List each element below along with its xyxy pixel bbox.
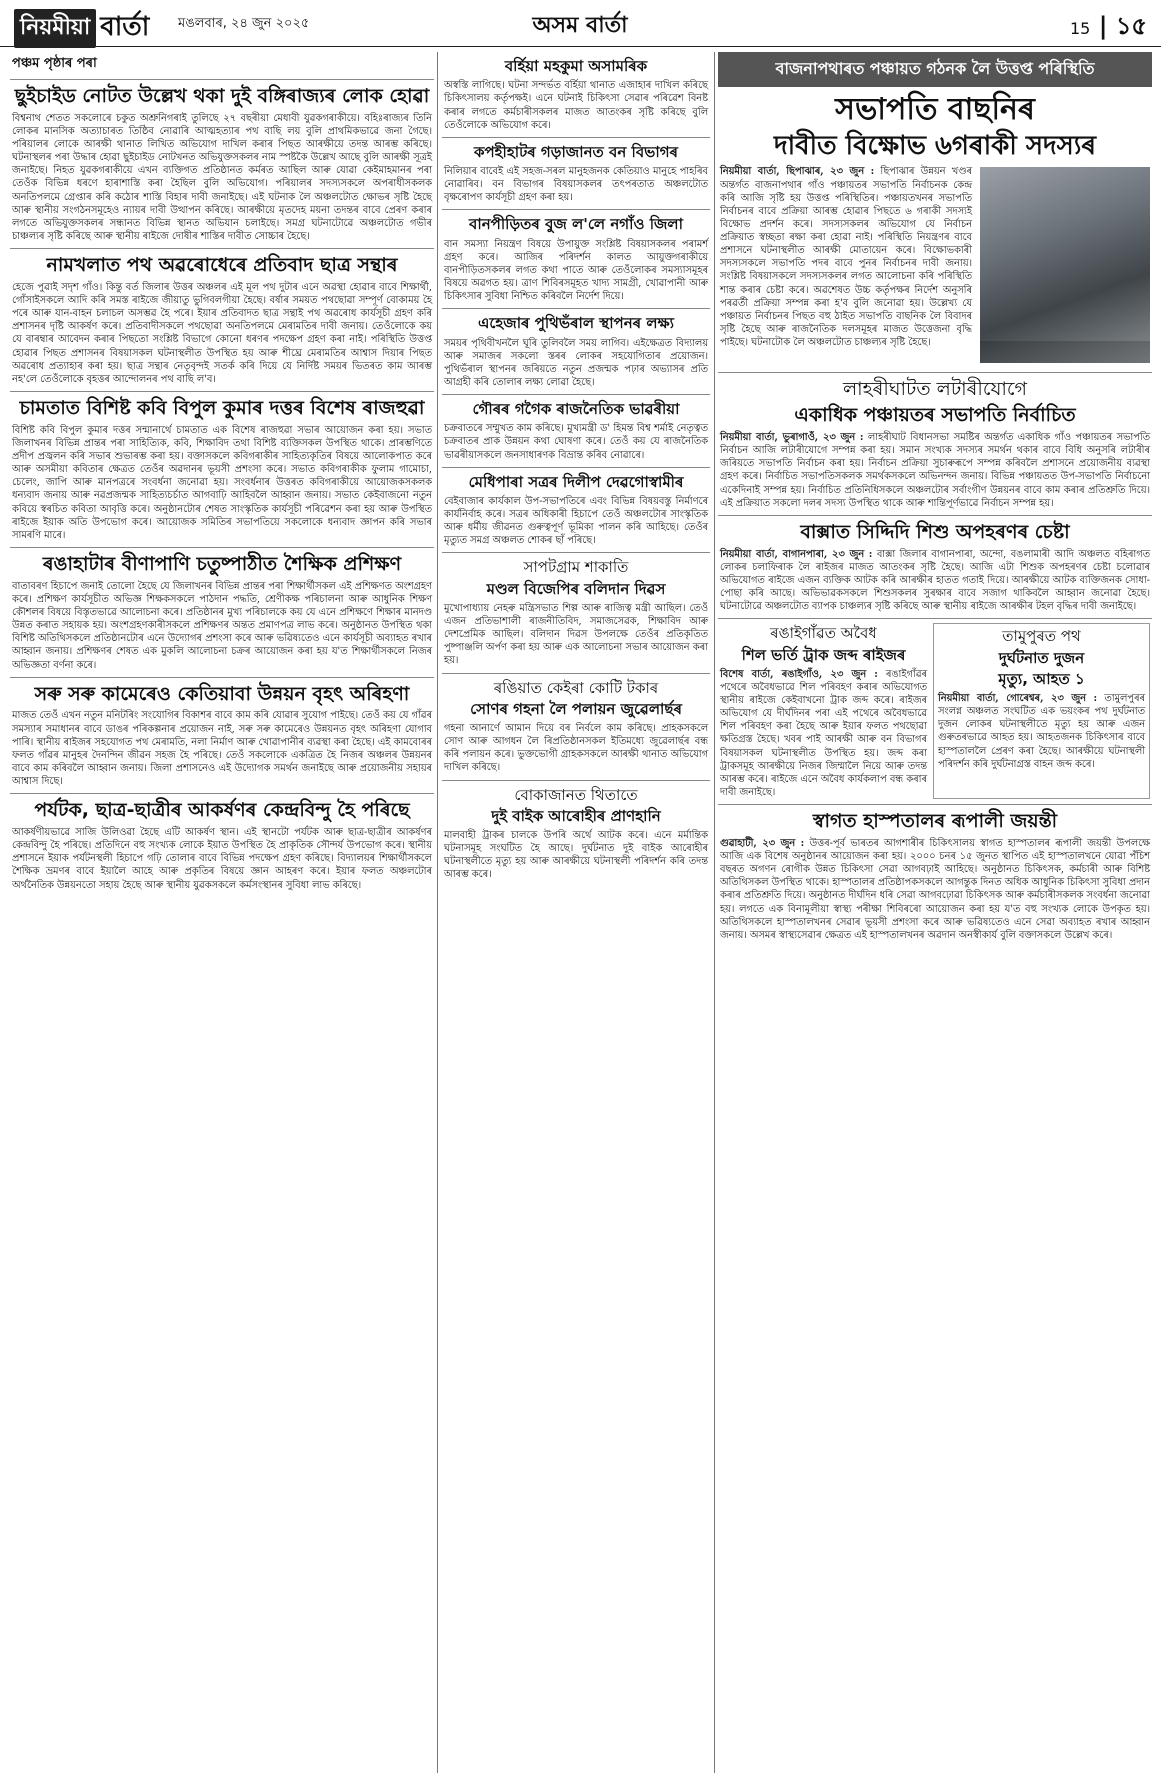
article-body: মালবাহী ট্ৰাকৰ চালকে উপৰি অৰ্থে আটক কৰে। এনে মৰ্মান্তিক ঘটনাসমূহ সংঘটিত হৈ আছে। দুৰ্ঘটনাত দুই বাইক আৰোহীৰ ঘটনাস্থলীতে মৃত্যু হয় আৰু আৰক্ষীয়ে ঘটনাস্থলী পৰিদৰ্শন কৰি তদন্ত আৰম্ভ কৰে। — [444, 830, 708, 881]
logo-part-1: নিয়মীয়া — [14, 9, 96, 48]
article-satra — [442, 468, 710, 554]
article-body: হেজে পুৱাই সদৃশ গাঁও। কিন্তু বৰ্ত জিলাৰ উত্তৰ অঞ্চলৰ এই মূল পথ দুটাৰ এনে অৱস্থা হোৱাৰ বাবে শিক্ষাৰ্থী, গোঁসাইসকলে আদি কৰি সমস্ত ৰাইজে জীয়াতু ভুগিবলগীয়া হৈছে। বৰ্ষাৰ সময়ত পথছোৱা সম্পূৰ্ণ বোকাময় হৈ পৰে আৰু যান-বাহন চলাচল অসম্ভৱ হৈ পৰে। ইয়াৰ প্ৰতিবাদত ছাত্ৰ সন্থাই পথ অৱৰোধ কাৰ্যসূচী গ্ৰহণ কৰি প্ৰশাসনৰ দৃষ্টি আকৰ্ষণ কৰে। প্ৰতিবাদীসকলে পথছোৱা অনতিপলমে মেৰামতিৰ দাবী জনায়। তেওঁলোকে কয় যে বাৰম্বাৰ আবেদন কৰাৰ পিছতো সংশ্লিষ্ট বিভাগে কোনো ধৰণৰ পদক্ষেপ গ্ৰহণ কৰা নাই। পৰিস্থিতি উত্তপ্ত হোৱাৰ পিছত প্ৰশাসনৰ বিষয়াসকল ঘটনাস্থলীত উপস্থিত হয় আৰু শীঘ্ৰে মেৰামতিৰ আশ্বাস দিয়াৰ পিছত অৱৰোধ প্ৰত্যাহাৰ কৰা হয়। ছাত্ৰ সন্থাৰ নেতৃবৃন্দই সতৰ্ক কৰি দিয়ে যে নিৰ্দিষ্ট সময়ৰ ভিতৰত কাম আৰম্ভ নহ'লে তেওঁলোকে বৃহত্তৰ আন্দোলনৰ পথ বাছি ল'ব। — [12, 281, 432, 385]
headline-line-2: একাধিক পঞ্চায়তৰ সভাপতি নিৰ্বাচিত — [794, 404, 1076, 427]
article-text: ৰঙাইগাঁৱৰ পথেৰে অবৈধভাৱে শিল পৰিবহণ কৰাৰ অভিযোগত স্থানীয় ৰাইজে কেইবাখনো ট্ৰাক জব্দ কৰে। ৰাইজৰ অভিযোগ যে দীৰ্ঘদিনৰ পৰা এই পথেৰে অবৈধভাৱে শিল পৰিবহণ কৰা হৈছে আৰু ইয়াৰ ফলত পথছোৱা ক্ষতিগ্ৰস্ত হৈছে। খবৰ পাই আৰক্ষী আৰু বন বিভাগৰ বিষয়াসকল ঘটনাস্থলীত উপস্থিত হয়। জব্দ কৰা ট্ৰাকসমূহ আৰক্ষীয়ে নিজৰ জিম্মালৈ নিয়ে আৰু তদন্ত আৰম্ভ কৰে। ৰাইজে এনে অবৈধ কাৰ্যকলাপ বন্ধ কৰাৰ দাবী জনাইছে। — [720, 668, 927, 798]
article-balidan-diwas — [442, 553, 710, 673]
article-body: আকৰ্ষণীয়ভাৱে সাজি উলিওৱা হৈছে এটি আকৰ্ষণ স্থান। এই স্থানটো পৰ্যটক আৰু ছাত্ৰ-ছাত্ৰীৰ আকৰ্ষণৰ কেন্দ্ৰবিন্দু হৈ পৰিছে। প্ৰতিদিনে বহু সংখ্যক লোকে ইয়াত উপস্থিত হৈ প্ৰাকৃতিক সৌন্দৰ্য উপভোগ কৰে। স্থানীয় প্ৰশাসনে ইয়াক পৰ্যটনস্থলী হিচাপে গঢ়ি তোলাৰ বাবে বিভিন্ন পদক্ষেপ গ্ৰহণ কৰিছে। বিদ্যালয়ৰ শিক্ষাৰ্থীসকলে শৈক্ষিক ভ্ৰমণৰ বাবে ইয়ালৈ আহে আৰু প্ৰকৃতিৰ বিষয়ে জ্ঞান আহৰণ কৰে। ইয়াৰ ফলত অঞ্চলটোৰ অৰ্থনৈতিক উন্নয়নতো সহায় হৈছে আৰু স্থানীয় যুৱকসকলে কৰ্মসংস্থানৰ সুবিধা লাভ কৰিছে। — [12, 827, 432, 891]
dateline: গুৱাহাটী, ২৩ জুন : — [720, 837, 805, 849]
article-body: নিলিয়াৰ বাবেই এই সহজ-সৰল মানুহজনক কেতিয়াও মানুহে পাহৰিব নোৱাৰিব। বন বিভাগৰ বিষয়াসকলৰ তৎপৰতাত অঞ্চলটোত বৃক্ষৰোপণ কাৰ্যসূচী গ্ৰহণ কৰা হয়। — [444, 166, 708, 204]
article-poet-felicitation — [10, 392, 434, 548]
article-body — [720, 431, 1150, 510]
article-gaurav-gogoi — [442, 395, 710, 468]
headline: ৰঙাহাটাৰ বীণাপাণি চতুষ্পাঠীত শৈক্ষিক প্ৰশিক্ষণ — [42, 552, 402, 575]
article-text: তামুলপুৰৰ সংলগ্ন অঞ্চলত সংঘটিত এক ভয়ংকৰ পথ দুৰ্ঘটনাত দুজন লোকৰ ঘটনাস্থলীতে মৃত্যু হয় আৰু এজন গুৰুতৰভাৱে আহত হয়। আহতজনক চিকিৎসাৰ বাবে হাস্পতাললৈ প্ৰেৰণ কৰা হৈছে। আৰক্ষীয়ে ঘটনাস্থলী পৰিদৰ্শন কৰি দুৰ্ঘটনাগ্ৰস্ত বাহন জব্দ কৰে। — [938, 693, 1145, 770]
headline: এহেজাৰ পুথিভঁৰাল স্থাপনৰ লক্ষ্য — [477, 314, 675, 333]
continued-label: পঞ্চম পৃষ্ঠাৰ পৰা — [10, 52, 434, 80]
article-text: বাক্সা জিলাৰ বাগানপাৰা, অন্দো, বঙলামাৰী আদি অঞ্চলত বহিৰাগত লোকৰ চলাফিৰাক লৈ ৰাইজৰ মাজত আতংকৰ সৃষ্টি হৈছে। আজি এটা শিশুক অপহৰণৰ চেষ্টা চলোৱাৰ অভিযোগত ৰাইজে এজন ব্যক্তিক আটক কৰি আৰক্ষীৰ হাতত গতাই দিয়ে। আৰক্ষীয়ে আটক ব্যক্তিজনক সোধা-পোছা কৰি আছে। অভিভাৱকসকলে শিশুসকলৰ সুৰক্ষাৰ বাবে সজাগ থাকিবলৈ আহ্বান জনোৱা হৈছে। ঘটনাটোৱে অঞ্চলটোত ব্যাপক চাঞ্চল্যৰ সৃষ্টি কৰিছে আৰু স্থানীয় ৰাইজে আৰক্ষীৰ টহল বৃদ্ধিৰ দাবী জনাইছে। — [720, 548, 1150, 613]
headline: বানপীড়িতৰ বুজ ল'লে নগাঁও জিলা — [469, 215, 683, 234]
headline-line-3: মৃত্যু, আহত ১ — [998, 669, 1085, 688]
article-body: সময়ৰ পৃথিবীখনলৈ ঘূৰি তুলিবলৈ সময় লাগিব। এইক্ষেত্ৰত বিদ্যালয় আৰু সমাজৰ সকলো স্তৰৰ লোকৰ সহযোগিতাৰ প্ৰয়োজন। পুথিভঁৰাল স্থাপনৰ জৰিয়তে নতুন প্ৰজন্মক পঢ়াৰ অভ্যাসৰ প্ৰতি আগ্ৰহী কৰি তোলাৰ লক্ষ্য লোৱা হৈছে। — [444, 337, 708, 388]
article-body: বিশ্বনাথ শেতত সকলোৰে চকুত অশ্ৰুনিগৰাই তুলিছে ২৭ বছৰীয়া মেধাবী যুৱকগৰাকীয়ে। বহিঃৰাজ্যৰ তিনি লোকৰ মানসিক অত্যাচাৰত তিষ্ঠিব নোৱাৰি আত্মহত্যাৰ পথ বাছি লয় বুলি প্ৰাথমিকভাৱে জনা গৈছে। পৰিয়ালৰ লোকে আৰক্ষী থানাত লিখিত অভিযোগ দাখিল কৰাৰ পিছত আৰক্ষীয়ে তদন্ত আৰম্ভ কৰিছে। ঘটনাস্থলৰ পৰা উদ্ধাৰ হোৱা ছুইচাইড নোটখনত অভিযুক্তসকলৰ নাম স্পষ্টকৈ উল্লেখ আছে বুলি আৰক্ষী সূত্ৰই জনাইছে। নিহত যুৱকগৰাকীয়ে এখন ব্যক্তিগত প্ৰতিষ্ঠানত কৰ্মৰত আছিল আৰু যোৱা কেইমাহমানৰ পৰা তেওঁক বিভিন্ন ধৰণে হাৰাশাস্তি কৰা হৈছিল বুলি অভিযোগ। পৰিয়ালৰ সদস্যসকলে অপৰাধীসকলক অনতিপলমে গ্ৰেপ্তাৰ কৰি কঠোৰ শাস্তি বিহাৰ দাবী জনাইছে। এই ঘটনাক লৈ অঞ্চলটোত ক্ষোভৰ সৃষ্টি হৈছে আৰু স্থানীয় সংগঠনসমূহেও ন্যায়ৰ দাবী উত্থাপন কৰিছে। আৰক্ষীয়ে মৃতদেহ ময়না তদন্তৰ বাবে প্ৰেৰণ কৰাৰ লগতে অভিযুক্তসকলৰ সন্ধানত বিভিন্ন স্থানত অভিযান চলাইছে। সমগ্ৰ ঘটনাটোৱে অঞ্চলটোত গভীৰ চাঞ্চল্যৰ সৃষ্টি কৰিছে আৰু স্থানীয় ৰাইজে দোষীৰ শাস্তিৰ দাবীত সোচ্চাৰ হৈছে। — [12, 112, 432, 242]
dateline: নিয়মীয়া বাৰ্তা, ভুৰাগাওঁ, ২৩ জুন : — [720, 432, 864, 444]
page-number-assamese: ১৫ — [1115, 12, 1147, 40]
article-barhia — [442, 52, 710, 138]
article-small-work — [10, 678, 434, 795]
dateline: নিয়মীয়া বাৰ্তা, ছিপাঝাৰ, ২৩ জুন : — [720, 166, 875, 178]
article-text: ছিপাঝাৰ উন্নয়ন খণ্ডৰ অন্তৰ্গত বাজনাপথাৰ গাঁও পঞ্চায়তৰ সভাপতি নিৰ্বাচনক কেন্দ্ৰ কৰি আজি সৃষ্টি হয় উত্তপ্ত পৰিস্থিতিৰ। পঞ্চায়তখনৰ সভাপতি নিৰ্বাচনৰ বাবে প্ৰক্ৰিয়া আৰম্ভ হোৱাৰ পিছতে ৬ গৰাকী সদস্যই বিক্ষোভ প্ৰদৰ্শন কৰে। সদস্যসকলৰ অভিযোগ যে নিৰ্বাচন প্ৰক্ৰিয়াত স্বচ্ছতা ৰক্ষা কৰা হোৱা নাই। পৰিস্থিতি নিয়ন্ত্ৰণৰ বাবে প্ৰশাসনে ঘটনাস্থলীত আৰক্ষী মোতায়েন কৰে। বিক্ষোভকাৰী সদস্যসকলে সভাপতি পদৰ বাবে পুনৰ নিৰ্বাচনৰ দাবী জনায়। সংশ্লিষ্ট বিষয়াসকলে সদস্যসকলৰ লগত আলোচনা কৰি পৰিস্থিতি শান্ত কৰাৰ চেষ্টা কৰে। অৱশেষত উচ্চ কৰ্তৃপক্ষৰ নিৰ্দেশ অনুসৰি পৰৱৰ্তী প্ৰক্ৰিয়া সম্পন্ন কৰা হ'ব বুলি জনোৱা হয়। উল্লেখ্য যে পঞ্চায়ত নিৰ্বাচনৰ পিছত বহু ঠাইত সভাপতি বাছনিক লৈ বিবাদৰ সৃষ্টি হৈছে আৰু ৰাজনৈতিক দলসমূহৰ মাজত উত্তেজনা বৃদ্ধি পাইছে। ঘটনাটোক লৈ অঞ্চলটোত চাঞ্চল্যৰ সৃষ্টি হৈছে। — [720, 166, 972, 349]
headline-line-1: ৰঙাইগাঁৱত অবৈধ — [770, 624, 877, 643]
headline: পৰ্যটক, ছাত্ৰ-ছাত্ৰীৰ আকৰ্ষণৰ কেন্দ্ৰবিন্দু হৈ পৰিছে — [34, 799, 410, 822]
right-column — [718, 52, 1152, 1773]
photo-caption-bar — [980, 341, 1150, 363]
page-number-latin: 15 — [1070, 19, 1091, 38]
article-body: বেইবাজাৰ কাৰ্যকাল উপ-সভাপতিৰে এবং বিভিন্ন বিষয়বস্তু নিৰ্মাণৰে কাৰ্যনিৰ্বাহ কৰে। সত্ৰৰ অধিকাৰী হিচাপে তেওঁ অঞ্চলটোৰ সাংস্কৃতিক আৰু ধৰ্মীয় জীৱনত গুৰুত্বপূৰ্ণ ভূমিকা পালন কৰি আহিছে। তেওঁৰ মৃত্যুত সমগ্ৰ অঞ্চলত শোকৰ ছাঁ পৰিছে। — [444, 495, 708, 547]
headline: মেধিপাৰা সত্ৰৰ দিলীপ দেৱগোস্বামীৰ — [468, 472, 684, 491]
headline: নামখলাত পথ অৱৰোধেৰে প্ৰতিবাদ ছাত্ৰ সন্থাৰ — [46, 254, 398, 277]
middle-column — [442, 52, 710, 1773]
dateline: নিয়মীয়া বাৰ্তা, বাগানপাৰা, ২৩ জুন : — [720, 548, 873, 560]
article-tamulpur-accident — [933, 623, 1150, 799]
article-hospital-jubilee — [718, 805, 1152, 947]
article-text: লাহৰীঘাট বিধানসভা সমষ্টিৰ অন্তৰ্গত একাধিক গাঁও পঞ্চায়তৰ সভাপতি নিৰ্বাচন আজি লটাৰীযোগে সম্পন্ন কৰা হয়। সমান সংখ্যক সদস্যৰ সমৰ্থন থকাৰ বাবে বিধি অনুসৰি লটাৰীৰ জৰিয়তে সভাপতি নিৰ্বাচন কৰা হয়। নিৰ্বাচন প্ৰক্ৰিয়া সুচাৰুৰূপে সম্পন্ন কৰিবলৈ প্ৰশাসনে প্ৰয়োজনীয় ব্যৱস্থা গ্ৰহণ কৰে। নিৰ্বাচিত সভাপতিসকলক সমৰ্থকসকলে অভিনন্দন জনায়। বিভিন্ন পঞ্চায়তত উপ-সভাপতি নিৰ্বাচনো একেদিনাই সম্পন্ন হয়। নিৰ্বাচিত প্ৰতিনিধিসকলে অঞ্চলটোৰ সৰ্বাংগীণ উন্নয়নৰ বাবে কাম কৰাৰ প্ৰতিশ্ৰুতি দিয়ে। এই প্ৰক্ৰিয়াত সকলো দলৰ সদস্য উপস্থিত থাকে আৰু শান্তিপূৰ্ণভাৱে নিৰ্বাচন সম্পন্ন হয়। — [720, 432, 1150, 509]
kicker-banner: বাজনাপথাৰত পঞ্চায়ত গঠনক লৈ উত্তপ্ত পৰিস্থিতি — [718, 52, 1152, 87]
article-pair — [718, 619, 1152, 805]
headline: গৌৰৰ গগৈক ৰাজনৈতিক ভাৱৰীয়া — [472, 400, 680, 418]
issue-date: মঙলবাৰ, ২৪ জুন ২০২৫ — [178, 16, 310, 31]
headline-kicker: ৰঙিয়াত কেইৰা কোটি টকাৰ — [493, 678, 659, 697]
headline-line-1: সভাপতি বাছনিৰ — [835, 92, 1035, 127]
headline: স্বাগত হাস্পতালৰ ৰূপালী জয়ন্তী — [812, 810, 1058, 833]
article-body — [938, 692, 1145, 771]
article-text: উত্তৰ-পূৰ্ব ভাৰতৰ আগশাৰীৰ চিকিৎসালয় স্বাগত হাস্পতালৰ ৰূপালী জয়ন্তী উপলক্ষে আজি এক বিশেষ অনুষ্ঠানৰ আয়োজন কৰা হয়। ২০০০ চনৰ ১৫ জুনত স্থাপিত এই হাস্পতালখনে যোৱা পঁচিশ বছৰত অগণন ৰোগীক উন্নত চিকিৎসা সেৱা আগবঢ়াই আহিছে। অনুষ্ঠানত চিকিৎসক, কৰ্মচাৰী আৰু বিশিষ্ট অতিথিসকল উপস্থিত থাকে। হাস্পতালৰ প্ৰতিষ্ঠাপকসকলে আগন্তুক দিনত অধিক আধুনিক চিকিৎসা সুবিধা প্ৰদান কৰাৰ প্ৰতিশ্ৰুতি দিয়ে। অনুষ্ঠানত দীৰ্ঘদিন ধৰি সেৱা আগবঢ়োৱা চিকিৎসক আৰু কৰ্মচাৰীসকলক সংবৰ্ধনা জনোৱা হয়। লগতে এক বিনামূলীয়া স্বাস্থ্য পৰীক্ষা শিবিৰৰো আয়োজন কৰা হয় য'ত বহু সংখ্যক লোকে উপকৃত হয়। অতিথিসকলে হাস্পতালখনৰ সেৱাৰ ভূয়সী প্ৰশংসা কৰে আৰু ভৱিষ্যতেও এনে সেৱা অব্যাহত ৰখাৰ আহ্বান জনায়। অসমৰ স্বাস্থ্যসেৱাৰ ক্ষেত্ৰত এই হাস্পতালখনৰ অৱদান অনস্বীকাৰ্য বুলি বক্তাসকলে উল্লেখ কৰে। — [720, 837, 1150, 941]
article-lottery-election — [718, 373, 1152, 515]
news-photo — [980, 167, 1150, 363]
headline: সৰু সৰু কামেৰেও কেতিয়াবা উন্নয়ন বৃহৎ অৰিহণা — [34, 682, 410, 705]
article-body: বাতাবৰণ হিচাপে জনাই তোলো হৈছে যে জিলাখনৰ বিভিন্ন প্ৰান্তৰ পৰা শিক্ষাৰ্থীসকল এই প্ৰশিক্ষণত অংশগ্ৰহণ কৰে। প্ৰশিক্ষণ কাৰ্যসূচীত অভিজ্ঞ শিক্ষকসকলে পাঠদান পদ্ধতি, শ্ৰেণীকক্ষ পৰিচালনা আৰু আধুনিক শিক্ষণ কৌশলৰ বিষয়ে বিস্তৃতভাৱে আলোচনা কৰে। প্ৰতিষ্ঠানৰ মুখ্য পৰিচালকে কয় যে এনে প্ৰশিক্ষণে শিক্ষাৰ মানদণ্ড উন্নত কৰাত সহায়ক হয়। অংশগ্ৰহণকাৰীসকলে প্ৰশিক্ষণৰ অন্তত প্ৰমাণপত্ৰ লাভ কৰে। অনুষ্ঠানত উপস্থিত থকা বিশিষ্ট অতিথিসকলে প্ৰতিষ্ঠানটোৰ এনে উদ্যোগৰ প্ৰশংসা কৰে আৰু ভৱিষ্যতেও এনে কাৰ্যসূচী অব্যাহত ৰখাৰ আহ্বান জনায়। প্ৰশিক্ষণৰ শেষত এক মুকলি আলোচনা চক্ৰৰ আয়োজন কৰা হয় য'ত শিক্ষাৰ্থীসকলে নিজৰ অভিজ্ঞতা বৰ্ণনা কৰে। — [12, 580, 432, 671]
article-tourist-spot — [10, 794, 434, 896]
article-body: অস্বস্তি লাগিছে। ঘটনা সন্দৰ্ভত বৰ্হিয়া থানাত এজাহাৰ দাখিল কৰিছে চিকিৎসালয় কৰ্তৃপক্ষই। এনে ঘটনাই চিকিৎসা সেৱাৰ পৰিৱেশ বিনষ্ট কৰাৰ লগতে কৰ্মচাৰীসকলৰ মাজত আতংকৰ সৃষ্টি কৰিছে বুলি তেওঁলোকে অভিযোগ কৰে। — [444, 80, 708, 131]
article-body — [720, 837, 1150, 942]
headline: চামতাত বিশিষ্ট কবি বিপুল কুমাৰ দত্তৰ বিশেষ ৰাজহুৱা — [19, 396, 425, 419]
article-body: গহনা আনাৰ্ণে আমান দিয়ে বৰ নিৰ্বলে কাম কৰিছে। প্ৰাহকসকলে সোণ আৰু আগধন লৈ ৰিপ্ৰতিষ্ঠানসকল ইতিমধ্যে জুৱেলাৰ্ছৰ বন্ধ কৰি পলায়ন কৰে। ভুক্তভোগী গ্ৰাহকসকলে আৰক্ষী থানাত অভিযোগ দাখিল কৰিছে। — [444, 723, 708, 774]
headline: সোণৰ গহনা লৈ পলায়ন জুৱেলাৰ্ছৰ — [470, 699, 682, 718]
headline-line-1: তামুপুৰত পথ — [1002, 627, 1081, 646]
article-body — [720, 668, 927, 799]
article-body: মুখোপাধ্যায় নেহৰু মন্ত্ৰিসভাত শিল্প আৰু ৰাজিত্ব মন্ত্ৰী আছিল। তেওঁ এজন প্ৰতিভাশালী ৰাজনীতিবিদ, সমাজসেৱক, শিক্ষাবিদ আৰু দেশপ্ৰেমিক আছিল। বলিদান দিৱস উপলক্ষে তেওঁৰ প্ৰতিকৃতিত পুষ্পাঞ্জলি অৰ্পণ কৰা হয় আৰু এক আলোচনা সভাৰ আয়োজন কৰা হয়। — [444, 602, 708, 667]
article-body: বান সমস্যা নিয়ন্ত্ৰণ বিষয়ে উপায়ুক্ত সংশ্লিষ্ট বিষয়াসকলৰ পৰামৰ্শ গ্ৰহণ কৰে। আজিৰ পৰিদৰ্শন কালত আয়ুক্তগৰাকীয়ে বানপীড়িতসকলৰ লগত কথা পাতে আৰু তেওঁলোকৰ সমস্যাসমূহৰ বিষয়ে অৱগত হয়। ত্ৰাণ শিবিৰসমূহত খাদ্য সামগ্ৰী, খোৱাপানী আৰু চিকিৎসাৰ সুবিধা নিশ্চিত কৰিবলৈ নিৰ্দেশ দিয়ে। — [444, 238, 708, 303]
headline-line-2: দুৰ্ঘটনাত দুজন — [998, 648, 1085, 667]
article-suicide-note — [10, 80, 434, 249]
headline: বাক্সাত সিদ্দিদি শিশু অপহৰণৰ চেষ্টা — [800, 520, 1070, 543]
article-president-protest — [718, 87, 1152, 373]
dateline: বিশেষ বাৰ্তা, ৰঙাইগাঁও, ২৩ জুন : — [720, 668, 878, 680]
dateline: নিয়মীয়া বাৰ্তা, গোৰেশ্বৰ, ২৩ জুন : — [938, 693, 1098, 705]
article-library — [442, 309, 710, 395]
article-body: বিশিষ্ট কবি বিপুল কুমাৰ দত্তৰ সন্মানাৰ্থে চামতাত এক বিশেষ ৰাজহুৱা সভাৰ আয়োজন কৰা হয়। সভাত জিলাখনৰ বিভিন্ন প্ৰান্তৰ পৰা সাহিত্যিক, কবি, শিক্ষাবিদ তথা বিশিষ্ট ব্যক্তিসকল উপস্থিত থাকে। প্ৰাৰম্ভণিতে প্ৰদীপ প্ৰজ্বলন কৰি সভাৰ শুভাৰম্ভ কৰা হয়। বক্তাসকলে কবিগৰাকীৰ সাহিত্যকৃতিৰ বিষয়ে আলোকপাত কৰে আৰু অসমীয়া কবিতাৰ ক্ষেত্ৰত তেওঁৰ অৱদানৰ ভূয়সী প্ৰশংসা কৰে। সভাত কবিগৰাকীক ফুলাম গামোচা, চেলেং, জাপি আৰু মানপত্ৰৰে সংবৰ্ধনা জনোৱা হয়। সংবৰ্ধনাৰ উত্তৰত কবিগৰাকীয়ে আয়োজকসকলক ধন্যবাদ জনায় আৰু নৱপ্ৰজন্মক সাহিত্যচৰ্চাত আগবাঢ়ি আহিবলৈ আহ্বান জনায়। সভাত কেইবাজনো নতুন কবিয়ে স্বৰচিত কবিতা আবৃত্তি কৰে। অনুষ্ঠানটোৰ শেষত সাংস্কৃতিক কাৰ্যসূচী পৰিৱেশন কৰা হয় আৰু উপস্থিত ৰাইজে ইয়াক অতি উপভোগ কৰে। আয়োজক সমিতিৰ সভাপতিয়ে সকলোকে ধন্যবাদ জ্ঞাপন কৰি সভাৰ সামৰণি মাৰে। — [12, 424, 432, 541]
article-jewellers — [442, 674, 710, 781]
article-road-blockade — [10, 249, 434, 392]
article-body: চক্ৰবাতৰে সম্মুখত কাম কৰিছে। মুখ্যমন্ত্ৰী ড' হিমন্ত বিশ্ব শৰ্মাই নেতৃত্বত চক্ৰবাতৰ প্ৰাক উন্নয়ন কথা ঘোষণা কৰে। তেওঁ কয় যে ৰাজনৈতিক ভাৱৰীয়াসকলে জনসাধাৰণক বিভ্ৰান্ত কৰিব নোৱাৰে। — [444, 423, 708, 461]
article-training — [10, 548, 434, 678]
article-flood-visit — [442, 210, 710, 309]
headline: কপহীহাটৰ গড়াজানত বন বিভাগৰ — [474, 142, 678, 161]
logo-part-2: বাৰ্তা — [100, 12, 150, 42]
masthead — [0, 0, 1161, 47]
headline-kicker: সাপটগ্ৰাম শাকাতি — [523, 558, 629, 577]
left-column — [10, 52, 434, 1773]
column-divider — [437, 52, 438, 1773]
headline: ছুইচাইড নোটত উল্লেখ থকা দুই বঙ্গিৰাজ্যৰ লোক হোৱা — [14, 85, 430, 107]
headline-line-2: দাবীত বিক্ষোভ ৬গৰাকী সদস্যৰ — [773, 130, 1097, 161]
article-bokajan-accident — [442, 781, 710, 887]
headline: বৰ্হিয়া মহকুমা অসামৰিক — [504, 57, 648, 75]
headline: দুই বাইক আৰোহীৰ প্ৰাণহানি — [491, 806, 661, 825]
column-divider — [714, 52, 715, 1773]
section-title: অসম বাৰ্তা — [532, 13, 628, 38]
article-stone-truck — [720, 623, 927, 799]
article-body — [720, 548, 1150, 614]
article-child-abduction — [718, 516, 1152, 619]
headline-line-2: শিল ভৰ্তি ট্ৰাক জব্দ ৰাইজৰ — [741, 645, 906, 664]
headline-line-1: লাহৰীঘাটত লটাৰীযোগে — [842, 378, 1027, 401]
headline: মণ্ডল বিজেপিৰ বলিদান দিৱস — [486, 579, 666, 598]
article-body: মাজত তেওঁ এখন নতুন মনিটৰিং সংযোগিৰ বিকাশৰ বাবে কাম কৰি যোৱাৰ সুযোগ পাইছে। তেওঁ কয় যে গাঁৱৰ সমস্যাৰ সমাধানৰ বাবে ডাঙৰ পৰিকল্পনাৰ প্ৰয়োজন নাই, সৰু সৰু কামেৰেও উন্নয়নত বৃহৎ অৰিহণা যোগাব পাৰি। স্থানীয় ৰাইজৰ সহযোগত পথ মেৰামতি, নলা নিৰ্মাণ আৰু খোৱাপানীৰ ব্যৱস্থা কৰা হৈছে। এই কামবোৰৰ ফলত গাঁৱৰ মানুহৰ দৈনন্দিন জীৱন সহজ হৈ পৰিছে। তেওঁ সকলোকে একত্ৰিত হৈ নিজৰ অঞ্চলৰ উন্নয়নৰ বাবে কাম কৰিবলৈ আহ্বান জনায়। জিলা প্ৰশাসনেও এই উদ্যোগক সমৰ্থন জনাইছে আৰু প্ৰয়োজনীয় সহায়ৰ আশ্বাস দিছে। — [12, 710, 432, 788]
headline-kicker: বোকাজানত থিতাতে — [514, 785, 638, 804]
newspaper-logo — [14, 6, 149, 50]
article-forest-dept — [442, 138, 710, 211]
page-number: 15 | ১৫ — [1070, 12, 1147, 40]
